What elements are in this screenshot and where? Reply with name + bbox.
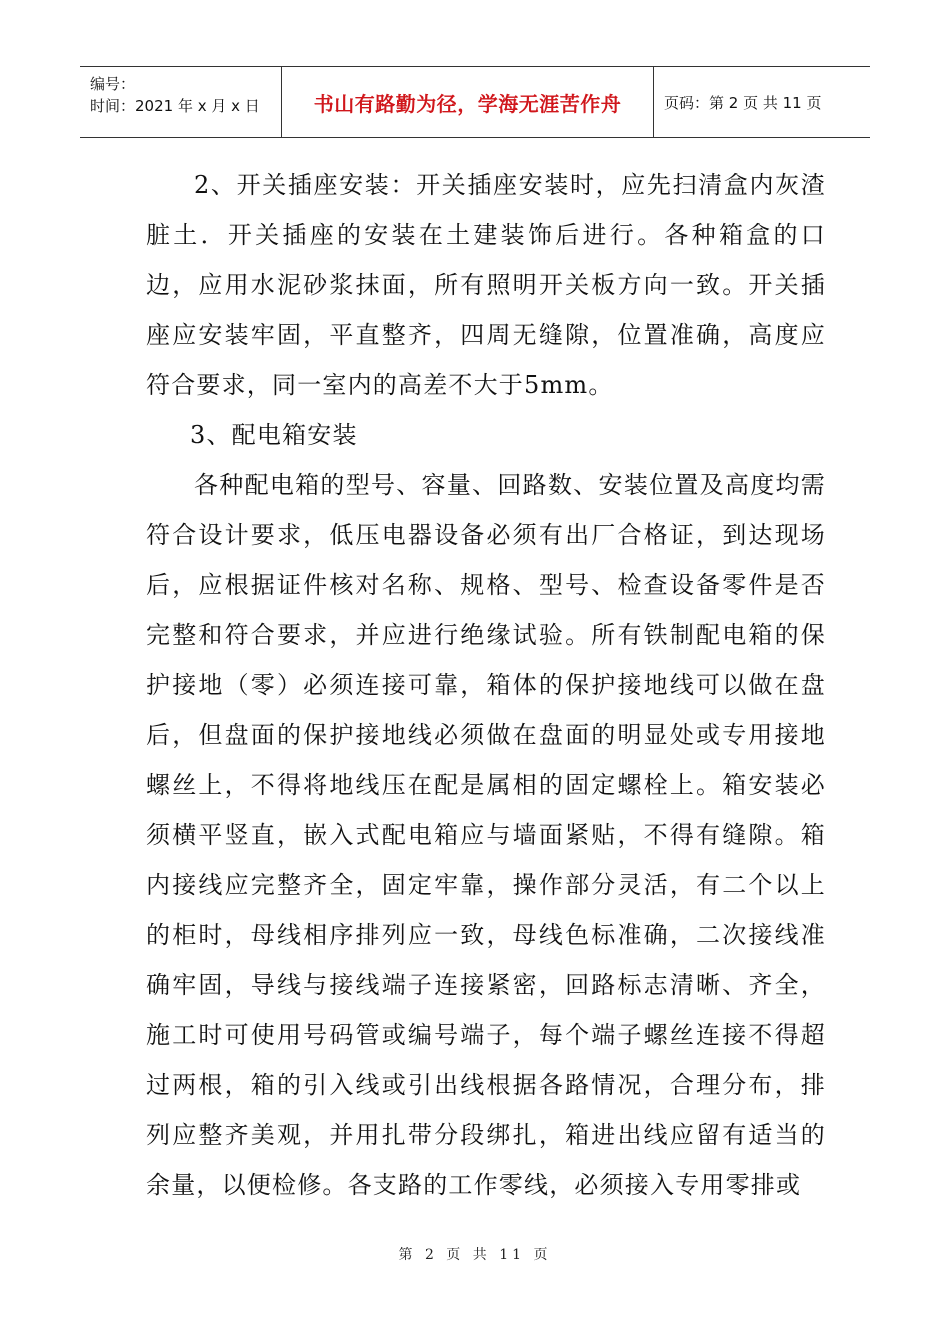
section-heading-distribution-box: 3、配电箱安装	[190, 421, 358, 449]
header-motto: 书山有路勤为径，学海无涯苦作舟	[282, 67, 654, 137]
header-meta	[80, 67, 282, 137]
document-date-label: 时间：2021 年 x 月 x 日	[90, 97, 260, 115]
page-footer: 第 2 页 共 11 页	[398, 1247, 552, 1263]
document-body	[146, 160, 826, 1210]
page-header	[80, 66, 870, 138]
document-number-label: 编号：	[90, 75, 136, 93]
paragraph-distribution-box-install: 各种配电箱的型号、容量、回路数、安装位置及高度均需符合设计要求，低压电器设备必须有出厂合格证，到达现场后，应根据证件核对名称、规格、型号、检查设备零件是否完整和符合要求，并应进行绝缘试验。所有铁制配电箱的保护接地（零）必须连接可靠，箱体的保护接地线可以做在盘后，但盘面的保护接地线必须做在盘面的明显处或专用接地螺丝上，不得将地线压在配是属相的固定螺栓上。箱安装必须横平竖直，嵌入式配电箱应与墙面紧贴，不得有缝隙。箱内接线应完整齐全，固定牢靠，操作部分灵活，有二个以上的柜时，母线相序排列应一致，母线色标准确，二次接线准确牢固，导线与接线端子连接紧密，回路标志清晰、齐全，施工时可使用号码管或编号端子，每个端子螺丝连接不得超过两根，箱的引入线或引出线根据各路情况，合理分布，排列应整齐美观，并用扎带分段绑扎，箱进出线应留有适当的余量，以便检修。各支路的工作零线，必须接入专用零排或	[146, 471, 826, 1199]
header-page-info: 页码：第 2 页 共 11 页	[664, 93, 822, 112]
paragraph-switch-socket-install: 2、开关插座安装：开关插座安装时，应先扫清盒内灰渣脏土．开关插座的安装在土建装饰后进行。各种箱盒的口边，应用水泥砂浆抹面，所有照明开关板方向一致。开关插座应安装牢固，平直整齐，四周无缝隙，位置准确，高度应符合要求，同一室内的高差不大于5mm。	[146, 171, 826, 399]
